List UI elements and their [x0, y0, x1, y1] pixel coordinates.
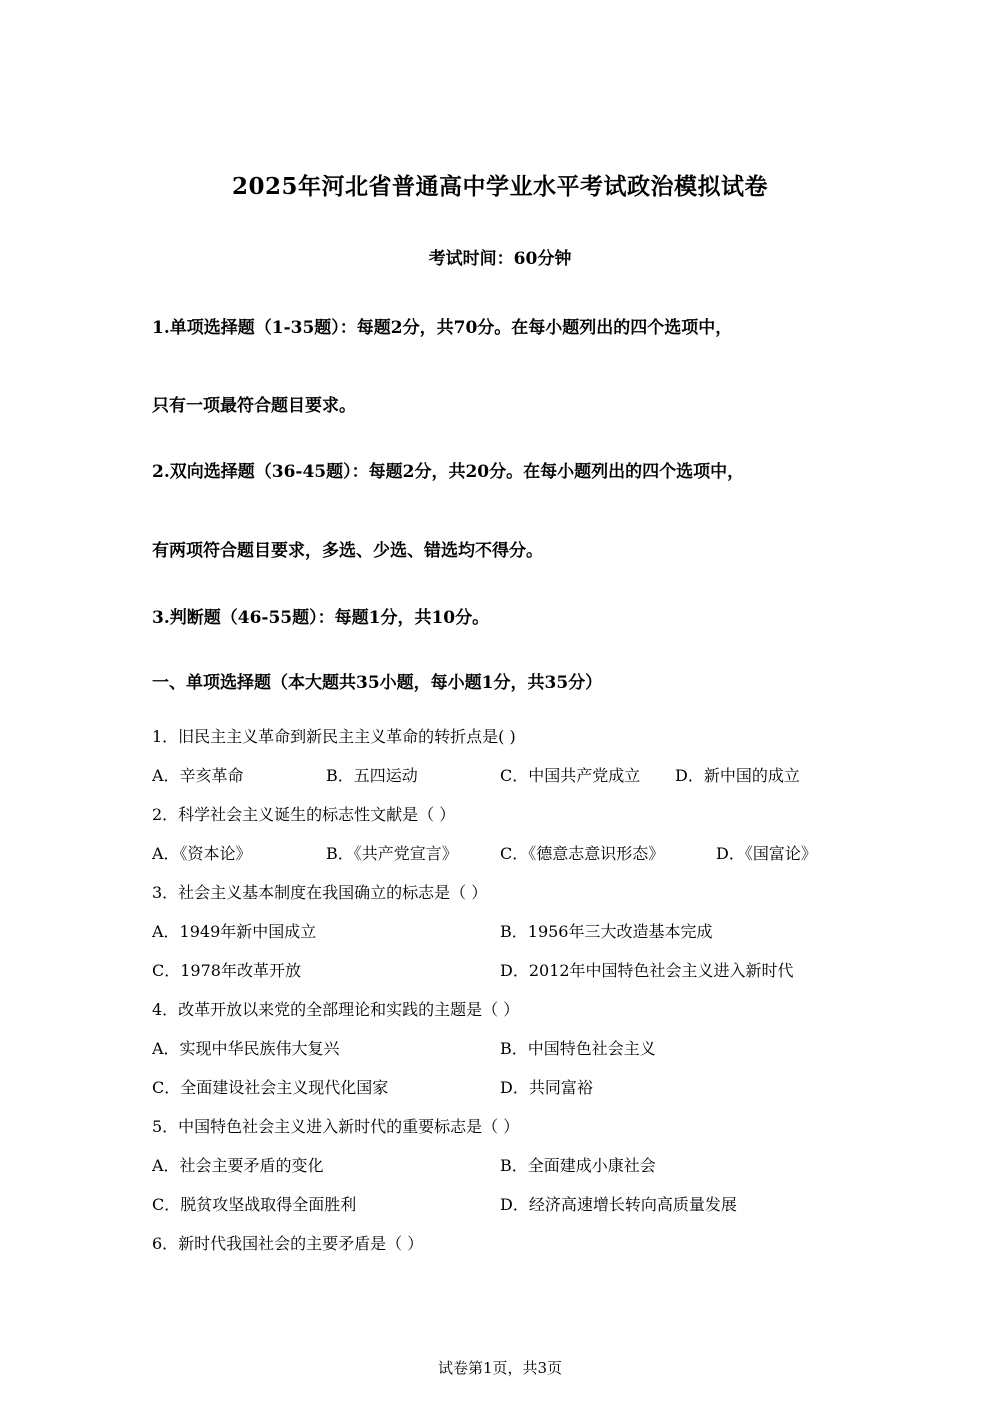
option-c: C．全面建设社会主义现代化国家 — [152, 1078, 389, 1097]
exam-time: 考试时间：60分钟 — [428, 249, 572, 269]
option-d: D．新中国的成立 — [675, 766, 800, 785]
option-a: A．《资本论》 — [152, 844, 252, 863]
instruction-line: 只有一项最符合题目要求。 — [152, 396, 356, 416]
instruction-line: 有两项符合题目要求，多选、少选、错选均不得分。 — [152, 541, 543, 561]
option-c: C．中国共产党成立 — [500, 766, 641, 785]
question-stem: 2．科学社会主义诞生的标志性文献是（ ） — [152, 805, 456, 824]
instruction-line: 1.单项选择题（1-35题）：每题2分，共70分。在每小题列出的四个选项中， — [152, 318, 733, 338]
option-b: B．五四运动 — [326, 766, 418, 785]
document-title: 2025年河北省普通高中学业水平考试政治模拟试卷 — [231, 173, 768, 200]
page-footer: 试卷第1页，共3页 — [437, 1359, 563, 1377]
instruction-line: 2.双向选择题（36-45题）：每题2分，共20分。在每小题列出的四个选项中， — [152, 462, 745, 482]
option-c: C．《德意志意识形态》 — [500, 844, 665, 863]
question-stem: 6．新时代我国社会的主要矛盾是（ ） — [152, 1234, 424, 1253]
option-d: D．《国富论》 — [716, 844, 817, 863]
question-stem: 4．改革开放以来党的全部理论和实践的主题是（ ） — [152, 1000, 520, 1019]
section-heading: 一、单项选择题（本大题共35小题，每小题1分，共35分） — [152, 673, 603, 693]
option-a: A．1949年新中国成立 — [152, 922, 317, 941]
option-c: C．1978年改革开放 — [152, 961, 301, 980]
option-a: A．实现中华民族伟大复兴 — [152, 1039, 340, 1058]
question-stem: 5．中国特色社会主义进入新时代的重要标志是（ ） — [152, 1117, 520, 1136]
option-a: A．社会主要矛盾的变化 — [152, 1156, 324, 1175]
option-b: B．1956年三大改造基本完成 — [500, 922, 713, 941]
option-b: B．中国特色社会主义 — [500, 1039, 656, 1058]
option-c: C．脱贫攻坚战取得全面胜利 — [152, 1195, 357, 1214]
question-stem: 1．旧民主主义革命到新民主主义革命的转折点是( ) — [152, 727, 516, 746]
option-d: D．经济高速增长转向高质量发展 — [500, 1195, 737, 1214]
option-d: D．共同富裕 — [500, 1078, 593, 1097]
option-b: B．全面建成小康社会 — [500, 1156, 656, 1175]
option-d: D．2012年中国特色社会主义进入新时代 — [500, 961, 794, 980]
option-b: B．《共产党宣言》 — [326, 844, 458, 863]
option-a: A．辛亥革命 — [152, 766, 244, 785]
instruction-line: 3.判断题（46-55题）：每题1分，共10分。 — [152, 608, 490, 628]
question-stem: 3．社会主义基本制度在我国确立的标志是（ ） — [152, 883, 488, 902]
